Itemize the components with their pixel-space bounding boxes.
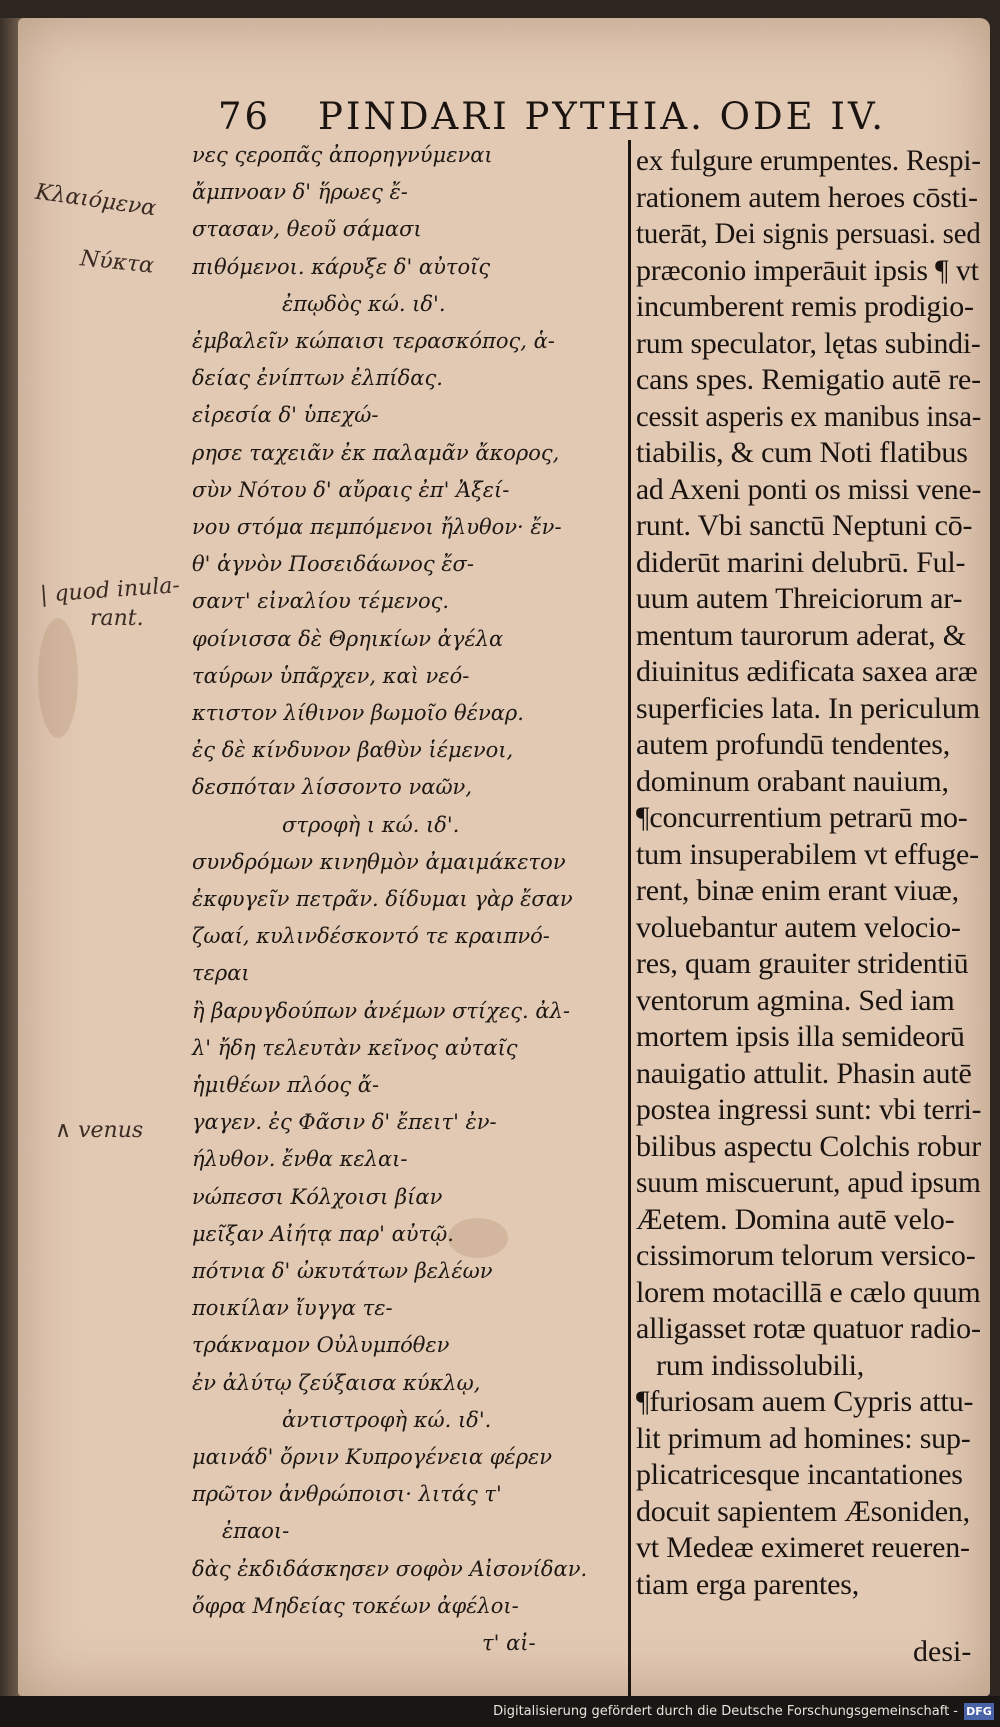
latin-line: suum miscuerunt, apud ipsum xyxy=(636,1166,981,1199)
latin-line: postea ingressi sunt: vbi terri- xyxy=(636,1093,982,1126)
greek-line: δεσπόταν λίσσοντο ναῶν, xyxy=(192,775,473,800)
latin-line: superficies lata. In periculum xyxy=(636,691,980,725)
paper-stain xyxy=(38,618,78,738)
greek-line: τ' αἰ- xyxy=(482,1631,536,1655)
greek-line: στασαν, θεοῦ σάμασι xyxy=(192,217,422,242)
latin-line: rent, binæ enim erant viuæ, xyxy=(636,874,959,907)
greek-line: σαντ' εἰναλίου τέμενος. xyxy=(192,589,450,614)
latin-line: cans spes. Remigatio autē re- xyxy=(636,363,981,396)
latin-line: ¶concurrentium petrarū mo- xyxy=(636,801,968,834)
greek-line: δείας ἐνίπτων ἐλπίδας. xyxy=(192,366,443,391)
greek-line: τράκναμον Οὐλυμπόθεν xyxy=(192,1333,450,1358)
greek-line: δὰς ἐκδιδάσκησεν σοφὸν Αἰσονίδαν. xyxy=(192,1556,588,1581)
greek-line: ἀντιστροφὴ κώ. ιδ'. xyxy=(282,1407,492,1432)
greek-line: ἐπαοι- xyxy=(222,1519,290,1544)
latin-line: ¶furiosam auem Cypris attu- xyxy=(636,1385,974,1418)
latin-line: rationem autem heroes cōsti- xyxy=(636,180,978,214)
greek-line: ἐπῳδὸς κώ. ιδ'. xyxy=(282,291,446,316)
greek-line: γαγεν. ἐς Φᾶσιν δ' ἔπειτ' ἐν- xyxy=(192,1110,497,1135)
latin-line: alligasset rotæ quatuor radio- xyxy=(636,1312,981,1345)
greek-line: ἐν ἀλύτῳ ζεύξαισα κύκλῳ, xyxy=(192,1370,481,1395)
greek-line: ἐμβαλεῖν κώπαισι τερασκόπος, ἁ- xyxy=(192,329,555,353)
latin-line: cessit asperis ex manibus insa- xyxy=(636,399,982,433)
latin-line: rum indissolubili, xyxy=(656,1348,865,1382)
latin-line: mortem ipsis illa semideorū xyxy=(636,1020,965,1053)
greek-line: πρῶτον ἀνθρώποισι· λιτάς τ' xyxy=(192,1482,502,1507)
latin-line: ex fulgure erumpentes. Respi- xyxy=(636,144,981,177)
margin-note: Νύκτα xyxy=(78,246,156,279)
greek-line: ἄμπνοαν δ' ἥρωες ἔ- xyxy=(192,180,408,205)
greek-line: σὺν Νότου δ' αὔραις ἐπ' Ἀξεί- xyxy=(192,477,510,502)
greek-line: μαινάδ' ὄρνιν Κυπρογένεια φέρεν xyxy=(192,1445,553,1469)
greek-line: πότνια δ' ὠκυτάτων βελέων xyxy=(192,1259,493,1283)
greek-line: ρησε ταχειᾶν ἐκ παλαμᾶν ἄκορος, xyxy=(192,440,560,465)
latin-line: voluebantur autem velocio- xyxy=(636,910,961,944)
greek-line: νες ςεροπᾶς ἀπορηγνύμεναι xyxy=(192,143,493,167)
latin-line: tiabilis, & cum Noti flatibus xyxy=(636,436,968,469)
latin-line: tum insuperabilem vt effuge- xyxy=(636,837,979,871)
latin-line: runt. Vbi sanctū Neptuni cō- xyxy=(636,509,973,542)
greek-line: ἢ βαρυγδούπων ἀνέμων στίχες. ἀλ- xyxy=(192,998,570,1023)
latin-line: dominum orabant nauium, xyxy=(636,764,949,798)
latin-line: Æetem. Domina autē velo- xyxy=(636,1202,955,1236)
latin-line: lit primum ad homines: sup- xyxy=(636,1421,971,1455)
latin-line: incumberent remis prodigio- xyxy=(636,290,974,323)
latin-line: nauigatio attulit. Phasin autē xyxy=(636,1056,972,1090)
greek-line: ήλυθον. ἔνθα κελαι- xyxy=(192,1147,408,1172)
latin-line: diderūt marini delubrū. Ful- xyxy=(636,545,966,579)
latin-line: res, quam grauiter stridentiū xyxy=(636,947,969,980)
latin-line: rum speculator, lętas subindi- xyxy=(636,326,981,360)
greek-line: κτιστον λίθινον βωμοῖο θέναρ. xyxy=(192,701,524,725)
column-divider xyxy=(628,140,631,1710)
latin-line: præconio imperāuit ipsis ¶ vt xyxy=(636,253,979,287)
greek-line: νου στόμα πεμπόμενοι ἤλυθον· ἔν- xyxy=(192,515,562,539)
latin-line: vt Medeæ eximeret reueren- xyxy=(636,1531,970,1564)
greek-line: μεῖξαν Αἰήτᾳ παρ' αὐτῷ. xyxy=(192,1221,454,1246)
page-number: 76 xyxy=(218,95,272,138)
footer-credit: Digitalisierung gefördert durch die Deutsche Forschungsgemeinschaft - xyxy=(493,1704,958,1719)
latin-line: mentum taurorum aderat, & xyxy=(636,618,966,652)
greek-line: λ' ἤδη τελευτὰν κεῖνος αὐταῖς xyxy=(192,1035,518,1060)
latin-line: ad Axeni ponti os missi vene- xyxy=(636,472,982,506)
margin-note: ∧ venus xyxy=(55,1118,144,1143)
catchword: desi- xyxy=(913,1635,972,1668)
greek-line: ζωαί, κυλινδέσκοντό τε κραιπνό- xyxy=(192,924,550,949)
greek-line: ἡμιθέων πλόος ἄ- xyxy=(192,1073,380,1097)
margin-note: | quod inula- xyxy=(39,573,181,608)
latin-line: tiam erga parentes, xyxy=(636,1567,860,1601)
latin-line: plicatricesque incantationes xyxy=(636,1458,963,1491)
margin-note: Κλαιόμενα xyxy=(33,179,158,222)
greek-line: ποικίλαν ἴυγγα τε- xyxy=(192,1296,393,1321)
greek-line: στροφὴ ι κώ. ιδ'. xyxy=(282,812,460,837)
greek-line: νώπεσσι Κόλχοισι βίαν xyxy=(192,1184,443,1209)
greek-line: ἐκφυγεῖν πετρᾶν. δίδυμαι γὰρ ἔσαν xyxy=(192,887,573,911)
latin-line: uum autem Threiciorum ar- xyxy=(636,582,963,615)
greek-line: πιθόμενοι. κάρυξε δ' αὐτοῖς xyxy=(192,254,491,279)
greek-line: θ' ἁγνὸν Ποσειδάωνος ἔσ- xyxy=(192,552,474,577)
latin-line: autem profundū tendentes, xyxy=(636,728,951,761)
latin-line: docuit sapientem Æsoniden, xyxy=(636,1494,970,1528)
latin-line: cissimorum telorum versico- xyxy=(636,1239,976,1272)
running-header xyxy=(218,95,908,145)
margin-note: rant. xyxy=(90,606,144,631)
footer-bar xyxy=(0,1696,1000,1727)
paper-stain xyxy=(448,1218,508,1258)
latin-line: diuinitus ædificata saxea aræ xyxy=(636,655,978,688)
greek-line: ταύρων ὑπᾶρχεν, καὶ νεό- xyxy=(192,663,470,688)
greek-line: ὄφρα Μηδείας τοκέων ἀφέλοι- xyxy=(192,1593,519,1618)
greek-line: φοίνισσα δὲ Θρηικίων ἀγέλα xyxy=(192,626,504,651)
running-title: PINDARI PYTHIA. ODE IV. xyxy=(318,95,887,138)
latin-line: ventorum agmina. Sed iam xyxy=(636,983,955,1017)
greek-line: ἐς δὲ κίνδυνον βαθὺν ἱέμενοι, xyxy=(192,738,514,763)
latin-line: tuerāt, Dei signis persuasi. sed xyxy=(636,217,981,250)
dfg-logo: DFG xyxy=(964,1703,994,1720)
greek-line: εἰρεσία δ' ὑπεχώ- xyxy=(192,403,379,428)
greek-line: συνδρόμων κινηθμὸν ἀμαιμάκετον xyxy=(192,849,566,874)
latin-line: bilibus aspectu Colchis robur xyxy=(636,1129,981,1163)
greek-line: τεραι xyxy=(192,961,250,986)
latin-line: lorem motacillā e cælo quum xyxy=(636,1275,981,1309)
